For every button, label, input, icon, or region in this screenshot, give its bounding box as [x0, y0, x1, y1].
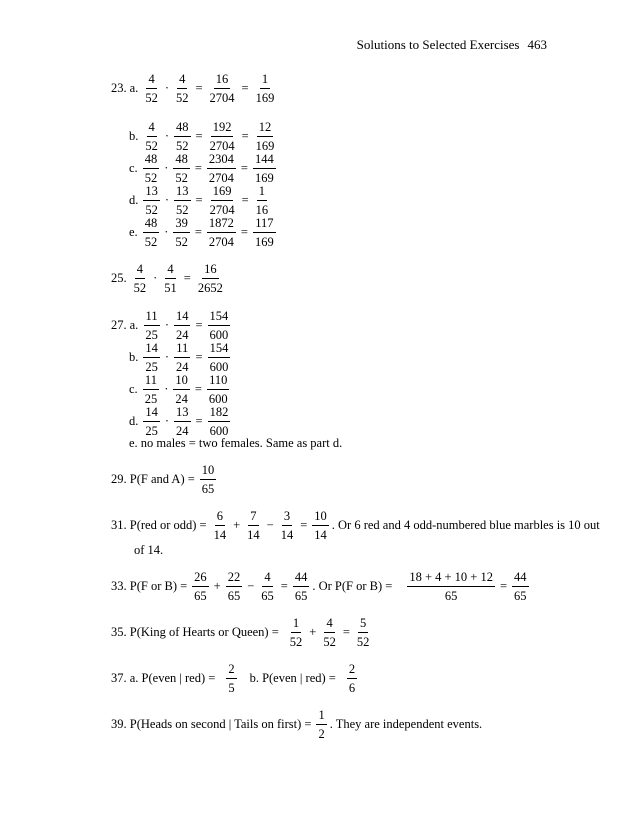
- part-label: b.: [129, 350, 139, 365]
- denominator: 14: [213, 527, 227, 542]
- fraction: [196, 263, 225, 294]
- numerator: 14: [174, 310, 191, 326]
- fraction: [293, 571, 310, 602]
- fraction: [173, 374, 190, 405]
- numerator: 4: [146, 73, 156, 89]
- fraction: [192, 571, 209, 602]
- part-label: d.: [129, 414, 139, 429]
- numerator: 1: [260, 73, 270, 89]
- numerator: 182: [208, 406, 231, 422]
- fraction: [279, 510, 296, 541]
- denominator: 2704: [209, 138, 235, 153]
- part-label: e.: [129, 225, 138, 240]
- fraction: [174, 73, 191, 104]
- numerator: 192: [211, 121, 234, 137]
- fraction: [253, 153, 276, 184]
- denominator: 65: [227, 588, 241, 603]
- operator: =: [195, 318, 203, 333]
- operator: ·: [164, 161, 169, 176]
- operator: =: [194, 225, 202, 240]
- operator: +: [309, 625, 317, 640]
- operator: −: [266, 518, 274, 533]
- numerator: 26: [192, 571, 209, 587]
- denominator: 600: [209, 327, 229, 342]
- numerator: 22: [226, 571, 243, 587]
- operator: =: [300, 518, 308, 533]
- denominator: 52: [133, 280, 147, 295]
- fraction: [174, 185, 191, 216]
- solution-27a: [111, 310, 233, 341]
- operator: ·: [164, 225, 169, 240]
- denominator: 65: [261, 588, 274, 603]
- operator: =: [195, 350, 203, 365]
- denominator: 2704: [208, 170, 234, 185]
- numerator: 4: [262, 571, 272, 587]
- operator: =: [195, 414, 203, 429]
- operator: =: [241, 81, 249, 96]
- numerator: 1: [316, 709, 326, 725]
- problem-number: 27.: [111, 318, 127, 333]
- operator: +: [213, 579, 221, 594]
- denominator: 600: [209, 359, 229, 374]
- fraction: [312, 510, 329, 541]
- denominator: 14: [280, 527, 294, 542]
- operator: −: [247, 579, 255, 594]
- denominator: 52: [145, 202, 158, 217]
- numerator: 14: [143, 406, 160, 422]
- numerator: 13: [174, 406, 191, 422]
- fraction: [212, 510, 229, 541]
- part-label: b.: [129, 129, 139, 144]
- denominator: 52: [176, 202, 189, 217]
- denominator: 52: [176, 138, 189, 153]
- fraction: [200, 464, 217, 495]
- fraction: [208, 185, 237, 216]
- denominator: 52: [175, 90, 189, 105]
- solution-27b: [129, 342, 233, 373]
- problem-number: 25.: [111, 271, 127, 286]
- numerator: 1: [291, 617, 301, 633]
- fraction: [208, 342, 231, 373]
- numerator: 4: [165, 263, 175, 279]
- prefix-text: 33. P(F or B) =: [111, 579, 188, 594]
- numerator: 44: [512, 571, 529, 587]
- denominator: 65: [201, 481, 215, 496]
- fraction: [143, 310, 160, 341]
- fraction: [143, 406, 160, 437]
- denominator: 52: [145, 90, 158, 105]
- numerator: 48: [174, 121, 191, 137]
- fraction: [245, 510, 262, 541]
- denominator: 65: [194, 588, 207, 603]
- solution-33: [111, 571, 532, 602]
- operator: =: [241, 129, 249, 144]
- page-number: 463: [527, 37, 547, 52]
- numerator: 44: [293, 571, 310, 587]
- fraction: [347, 663, 357, 694]
- numerator: 1: [257, 185, 267, 201]
- operator: =: [499, 579, 508, 594]
- fraction: [207, 374, 230, 405]
- denominator: 65: [444, 588, 458, 603]
- operator: ·: [164, 414, 170, 429]
- operator: ·: [164, 350, 170, 365]
- numerator: 2: [347, 663, 357, 679]
- denominator: 169: [254, 234, 274, 249]
- fraction: [143, 153, 160, 184]
- fraction: [208, 406, 231, 437]
- mid-text: . Or P(F or B) =: [312, 579, 393, 594]
- denominator: 65: [294, 588, 308, 603]
- numerator: 12: [257, 121, 274, 137]
- solution-27c: [129, 374, 233, 405]
- fraction: [143, 342, 160, 373]
- denominator: 2652: [197, 280, 223, 295]
- fraction: [208, 73, 237, 104]
- numerator: 3: [282, 510, 292, 526]
- operator: ·: [164, 318, 169, 333]
- operator: ·: [153, 271, 158, 286]
- prefix-text: 39. P(Heads on second | Tails on first) =: [111, 717, 312, 732]
- solution-31-line2: of 14.: [134, 543, 164, 557]
- operator: =: [280, 579, 288, 594]
- operator: =: [240, 161, 248, 176]
- denominator: 24: [176, 359, 189, 374]
- fraction: [407, 571, 495, 602]
- numerator: 11: [143, 374, 159, 390]
- numerator: 4: [147, 121, 157, 137]
- solution-29: [111, 464, 219, 495]
- denominator: 169: [255, 90, 275, 105]
- fraction: [207, 153, 236, 184]
- solution-23e: [129, 217, 279, 248]
- numerator: 2: [226, 663, 236, 679]
- fraction: [254, 121, 277, 152]
- suffix-text: . They are independent events.: [329, 717, 483, 732]
- denominator: 51: [164, 280, 177, 295]
- numerator: 5: [358, 617, 368, 633]
- solution-23c: [129, 153, 279, 184]
- denominator: 52: [175, 170, 188, 185]
- part-label: c.: [129, 382, 138, 397]
- solution-27e: e. no males = two females. Same as part d.: [129, 436, 343, 450]
- numerator: 154: [208, 342, 231, 358]
- denominator: 52: [144, 170, 158, 185]
- numerator: 16: [214, 73, 231, 89]
- denominator: 600: [208, 391, 228, 406]
- numerator: 39: [173, 217, 190, 233]
- numerator: 4: [177, 73, 187, 89]
- fraction: [259, 571, 276, 602]
- part-label: d.: [129, 193, 139, 208]
- fraction: [355, 617, 372, 648]
- numerator: 4: [324, 617, 334, 633]
- part-label: a.: [129, 318, 139, 333]
- fraction: [226, 571, 243, 602]
- denominator: 25: [144, 391, 158, 406]
- numerator: 13: [174, 185, 191, 201]
- denominator: 2: [318, 726, 325, 741]
- operator: =: [194, 161, 202, 176]
- solution-23a: [111, 73, 279, 104]
- numerator: 169: [211, 185, 234, 201]
- solution-23b: [129, 121, 279, 152]
- denominator: 52: [144, 234, 158, 249]
- denominator: 6: [348, 680, 356, 695]
- operator: =: [183, 271, 191, 286]
- denominator: 2704: [209, 202, 235, 217]
- numerator: 4: [135, 263, 145, 279]
- header-title: Solutions to Selected Exercises: [356, 37, 520, 52]
- fraction: [174, 342, 191, 373]
- operator: =: [195, 129, 203, 144]
- denominator: 25: [145, 423, 158, 438]
- numerator: 48: [143, 153, 160, 169]
- numerator: 48: [143, 217, 160, 233]
- fraction: [321, 617, 338, 648]
- suffix-text: . Or 6 red and 4 odd-numbered blue marbles is 10 out: [331, 518, 600, 533]
- denominator: 52: [356, 634, 370, 649]
- numerator: 10: [312, 510, 329, 526]
- operator: =: [194, 382, 202, 397]
- numerator: 10: [200, 464, 217, 480]
- denominator: 14: [314, 527, 327, 542]
- denominator: 52: [289, 634, 303, 649]
- fraction: [226, 663, 236, 694]
- denominator: 16: [255, 202, 269, 217]
- solution-37: [111, 663, 360, 694]
- numerator: 6: [215, 510, 225, 526]
- solution-25: [111, 263, 228, 294]
- fraction: [174, 121, 191, 152]
- solution-27d: [129, 406, 233, 437]
- fraction: [254, 73, 277, 104]
- mid-text: b. P(even | red) =: [249, 671, 336, 686]
- fraction: [143, 185, 160, 216]
- numerator: 48: [173, 153, 190, 169]
- denominator: 5: [228, 680, 235, 695]
- fraction: [207, 217, 236, 248]
- denominator: 65: [514, 588, 527, 603]
- part-label: c.: [129, 161, 138, 176]
- fraction: [208, 121, 237, 152]
- solution-31: [111, 510, 603, 541]
- fraction: [143, 217, 160, 248]
- fraction: [253, 217, 276, 248]
- numerator: 11: [144, 310, 160, 326]
- operator: +: [233, 518, 241, 533]
- operator: ·: [164, 193, 170, 208]
- solution-35: [111, 617, 374, 648]
- operator: =: [240, 225, 248, 240]
- denominator: 2704: [209, 90, 235, 105]
- prefix-text: 35. P(King of Hearts or Queen) =: [111, 625, 279, 640]
- numerator: 13: [143, 185, 160, 201]
- denominator: 14: [247, 527, 260, 542]
- fraction: [512, 571, 529, 602]
- numerator: 144: [253, 153, 276, 169]
- numerator: 2304: [207, 153, 236, 169]
- fraction: [174, 406, 191, 437]
- numerator: 1872: [207, 217, 236, 233]
- operator: =: [342, 625, 350, 640]
- operator: =: [195, 81, 203, 96]
- denominator: 52: [175, 234, 188, 249]
- numerator: 14: [143, 342, 160, 358]
- denominator: 24: [175, 327, 189, 342]
- fraction: [173, 153, 190, 184]
- numerator: 117: [253, 217, 275, 233]
- operator: ·: [164, 129, 170, 144]
- fraction: [254, 185, 271, 216]
- operator: ·: [164, 81, 169, 96]
- prefix-text: 31. P(red or odd) =: [111, 518, 207, 533]
- fraction: [143, 121, 160, 152]
- problem-number: 23.: [111, 81, 127, 96]
- denominator: 169: [255, 138, 275, 153]
- denominator: 2704: [208, 234, 234, 249]
- denominator: 25: [145, 359, 158, 374]
- denominator: 25: [145, 327, 158, 342]
- fraction: [162, 263, 179, 294]
- fraction: [208, 310, 231, 341]
- prefix-text: 37. a. P(even | red) =: [111, 671, 216, 686]
- fraction: [173, 217, 190, 248]
- numerator: 11: [174, 342, 190, 358]
- numerator: 10: [173, 374, 190, 390]
- denominator: 52: [145, 138, 158, 153]
- fraction: [288, 617, 305, 648]
- numerator: 18 + 4 + 10 + 12: [407, 571, 495, 587]
- denominator: 24: [176, 423, 189, 438]
- prefix-text: 29. P(F and A) =: [111, 472, 195, 487]
- numerator: 16: [202, 263, 219, 279]
- denominator: 600: [209, 423, 229, 438]
- fraction: [143, 73, 160, 104]
- operator: =: [195, 193, 203, 208]
- part-label: a.: [129, 81, 139, 96]
- fraction: [174, 310, 191, 341]
- fraction: [143, 374, 160, 405]
- numerator: 154: [208, 310, 231, 326]
- denominator: 169: [254, 170, 274, 185]
- denominator: 52: [323, 634, 336, 649]
- numerator: 7: [248, 510, 258, 526]
- operator: ·: [164, 382, 169, 397]
- solution-39: [111, 709, 485, 740]
- page-header: [357, 37, 547, 53]
- operator: =: [241, 193, 249, 208]
- fraction: [316, 709, 326, 740]
- solution-23d: [129, 185, 273, 216]
- numerator: 110: [207, 374, 229, 390]
- fraction: [132, 263, 149, 294]
- denominator: 24: [175, 391, 188, 406]
